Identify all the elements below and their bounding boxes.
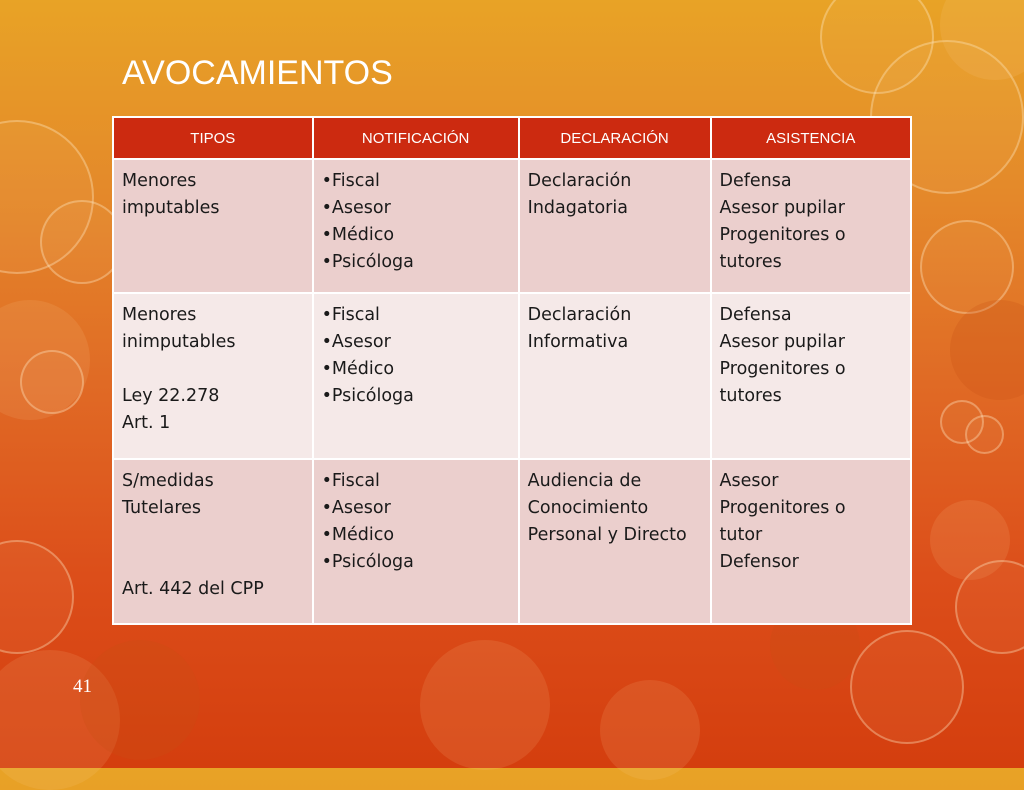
bokeh-circle [0, 300, 90, 420]
cell-line: tutores [719, 252, 782, 272]
cell-line: •Psicóloga [321, 252, 414, 272]
cell-line: tutor [719, 525, 763, 545]
bokeh-circle [20, 350, 84, 414]
header-declaracion: DECLARACIÓN [519, 117, 711, 159]
cell-line: Art. 1 [122, 413, 171, 433]
cell-line: •Médico [321, 525, 395, 545]
cell-declaracion [519, 159, 711, 293]
cell-line: •Asesor [321, 198, 391, 218]
cell-spacer [122, 549, 304, 576]
bokeh-circle [940, 0, 1024, 80]
cell-tipos [113, 459, 313, 624]
cell-notificacion [313, 293, 519, 459]
cell-spacer [122, 522, 304, 549]
cell-line: Asesor [719, 471, 779, 491]
cell-line: Defensor [719, 552, 799, 572]
cell-line: Defensa [719, 171, 792, 191]
table-row [113, 293, 911, 459]
bokeh-circle [940, 400, 984, 444]
cell-line: Tutelares [122, 498, 202, 518]
cell-line: Informativa [527, 332, 629, 352]
cell-notificacion [313, 159, 519, 293]
bokeh-circle [80, 640, 200, 760]
bokeh-circle [0, 540, 74, 654]
cell-spacer [122, 356, 304, 383]
bokeh-circle [930, 500, 1010, 580]
header-asistencia: ASISTENCIA [711, 117, 911, 159]
cell-line: Progenitores o [719, 498, 846, 518]
cell-line: •Asesor [321, 498, 391, 518]
cell-declaracion [519, 459, 711, 624]
bokeh-circle [600, 680, 700, 780]
cell-line: inimputables [122, 332, 236, 352]
cell-line: Menores [122, 171, 197, 191]
table-header-row [113, 117, 911, 159]
header-notificacion: NOTIFICACIÓN [313, 117, 519, 159]
cell-line: Progenitores o [719, 225, 846, 245]
cell-line: •Fiscal [321, 171, 380, 191]
cell-line: Ley 22.278 [122, 386, 220, 406]
cell-line: Declaración [527, 171, 632, 191]
bokeh-circle [950, 300, 1024, 400]
cell-line: Defensa [719, 305, 792, 325]
table-row [113, 159, 911, 293]
cell-line: •Fiscal [321, 471, 380, 491]
table-row [113, 459, 911, 624]
page-number: 41 [73, 676, 92, 697]
cell-line: S/medidas [122, 471, 214, 491]
cell-line: •Médico [321, 225, 395, 245]
cell-line: Personal y Directo [527, 525, 687, 545]
cell-declaracion [519, 293, 711, 459]
bokeh-circle [955, 560, 1024, 654]
cell-line: Asesor pupilar [719, 198, 845, 218]
cell-line: Menores [122, 305, 197, 325]
cell-line: Indagatoria [527, 198, 628, 218]
cell-line: Asesor pupilar [719, 332, 845, 352]
bokeh-circle [0, 120, 94, 274]
cell-line: Declaración [527, 305, 632, 325]
bokeh-circle [965, 415, 1004, 454]
bokeh-circle [0, 650, 120, 790]
avocamientos-table [112, 116, 912, 625]
cell-line: •Médico [321, 359, 395, 379]
cell-line: Conocimiento [527, 498, 649, 518]
cell-line: •Asesor [321, 332, 391, 352]
cell-asistencia [711, 459, 911, 624]
bokeh-circle [920, 220, 1014, 314]
cell-line: •Fiscal [321, 305, 380, 325]
bokeh-circle [850, 630, 964, 744]
cell-line: Audiencia de [527, 471, 642, 491]
cell-notificacion [313, 459, 519, 624]
slide-title: AVOCAMIENTOS [122, 54, 393, 92]
cell-tipos [113, 293, 313, 459]
header-tipos: TIPOS [113, 117, 313, 159]
cell-tipos [113, 159, 313, 293]
cell-line: tutores [719, 386, 782, 406]
cell-asistencia [711, 159, 911, 293]
cell-line: •Psicóloga [321, 552, 414, 572]
cell-line: imputables [122, 198, 220, 218]
cell-asistencia [711, 293, 911, 459]
cell-line: •Psicóloga [321, 386, 414, 406]
cell-line: Progenitores o [719, 359, 846, 379]
cell-line: Art. 442 del CPP [122, 579, 264, 599]
bokeh-circle [820, 0, 934, 94]
bokeh-circle [420, 640, 550, 770]
